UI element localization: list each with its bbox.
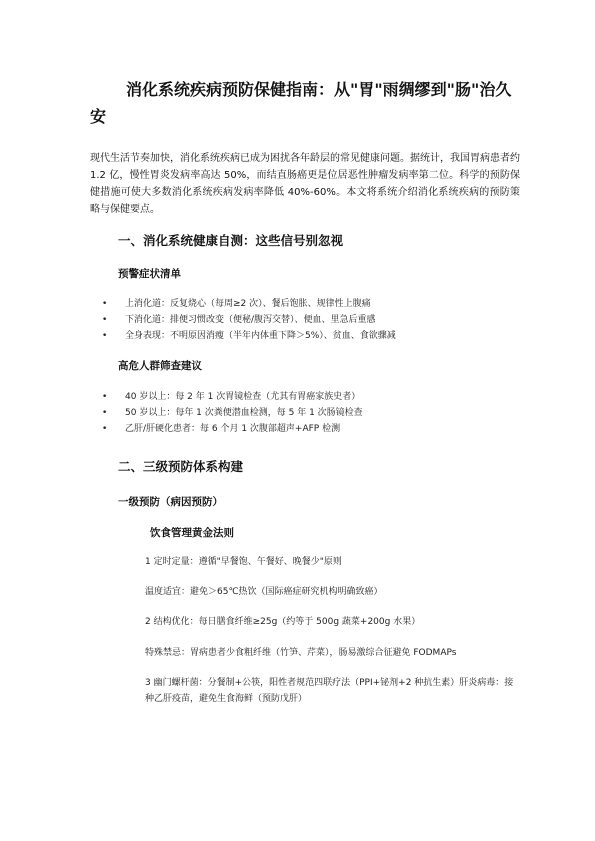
- bullet-icon: •: [102, 315, 108, 325]
- bullet-icon: •: [102, 408, 108, 418]
- diet-paragraph-4: 特殊禁忌：胃病患者少食粗纤维（竹笋、芹菜），肠易激综合征避免 FODMAPs: [145, 648, 457, 658]
- list-item-text: 50 岁以上：每年 1 次粪便潜血检测，每 5 年 1 次肠镜检查: [125, 408, 363, 418]
- list-item-text: 上消化道：反复烧心（每周≥2 次）、餐后饱胀、规律性上腹痛: [125, 299, 371, 309]
- list-item: [90, 389, 530, 405]
- list-item-text: 下消化道：排便习惯改变（便秘/腹泻交替）、便血、里急后重感: [125, 315, 376, 325]
- list-item: [90, 296, 530, 312]
- diet-paragraph-1: 1 定时定量：遵循"早餐饱、午餐好、晚餐少"原则: [145, 557, 342, 567]
- diet-paragraph-5: 3 幽门螺杆菌：分餐制+公筷，阳性者规范四联疗法（PPI+铋剂+2 种抗生素）肝炎病毒：接种乙肝疫苗，避免生食海鲜（预防戊肝）: [145, 678, 514, 704]
- bullet-icon: •: [102, 392, 108, 402]
- list-item: [90, 421, 530, 437]
- bullet-icon: •: [102, 331, 108, 341]
- list-item-text: 乙肝/肝硬化患者：每 6 个月 1 次腹部超声+AFP 检测: [125, 424, 341, 434]
- bullet-icon: •: [102, 424, 108, 434]
- screening-list: [90, 389, 530, 437]
- subheading-primary-prevention: 一级预防（病因预防）: [118, 496, 223, 508]
- subheading-diet-rules: 饮食管理黄金法则: [150, 527, 234, 539]
- subheading-warning-symptoms: 预警症状清单: [118, 268, 181, 280]
- list-item: [90, 405, 530, 421]
- warning-symptoms-list: [90, 296, 530, 344]
- list-item: [90, 312, 530, 328]
- diet-paragraph-2: 温度适宜：避免＞65℃热饮（国际癌症研究机构明确致癌）: [145, 587, 383, 597]
- diet-paragraph-3: 2 结构优化：每日膳食纤维≥25g（约等于 500g 蔬菜+200g 水果）: [145, 617, 421, 627]
- intro-paragraph: 现代生活节奏加快，消化系统疾病已成为困扰各年龄层的常见健康问题。据统计，我国胃病患者约 1.2 亿，慢性胃炎发病率高达 50%，而结直肠癌更是位居恶性肿瘤发病率第二位。科学的预防保健措施可使大多数消化系统疾病发病率降低 40%-60%。本文将系统介绍消化系统疾病的预防策略与保健要点。: [90, 153, 520, 215]
- section-heading-self-check: 一、消化系统健康自测：这些信号别忽视: [118, 233, 344, 248]
- bullet-icon: •: [102, 299, 108, 309]
- document-title: 消化系统疾病预防保健指南：从"胃"雨绸缪到"肠"治久安: [90, 80, 512, 126]
- list-item-text: 40 岁以上：每 2 年 1 次胃镜检查（尤其有胃癌家族史者）: [125, 392, 361, 402]
- list-item-text: 全身表现：不明原因消瘦（半年内体重下降＞5%）、贫血、食欲骤减: [125, 331, 396, 341]
- subheading-screening: 高危人群筛查建议: [118, 360, 202, 372]
- list-item: [90, 328, 530, 344]
- section-heading-prevention: 二、三级预防体系构建: [118, 459, 244, 474]
